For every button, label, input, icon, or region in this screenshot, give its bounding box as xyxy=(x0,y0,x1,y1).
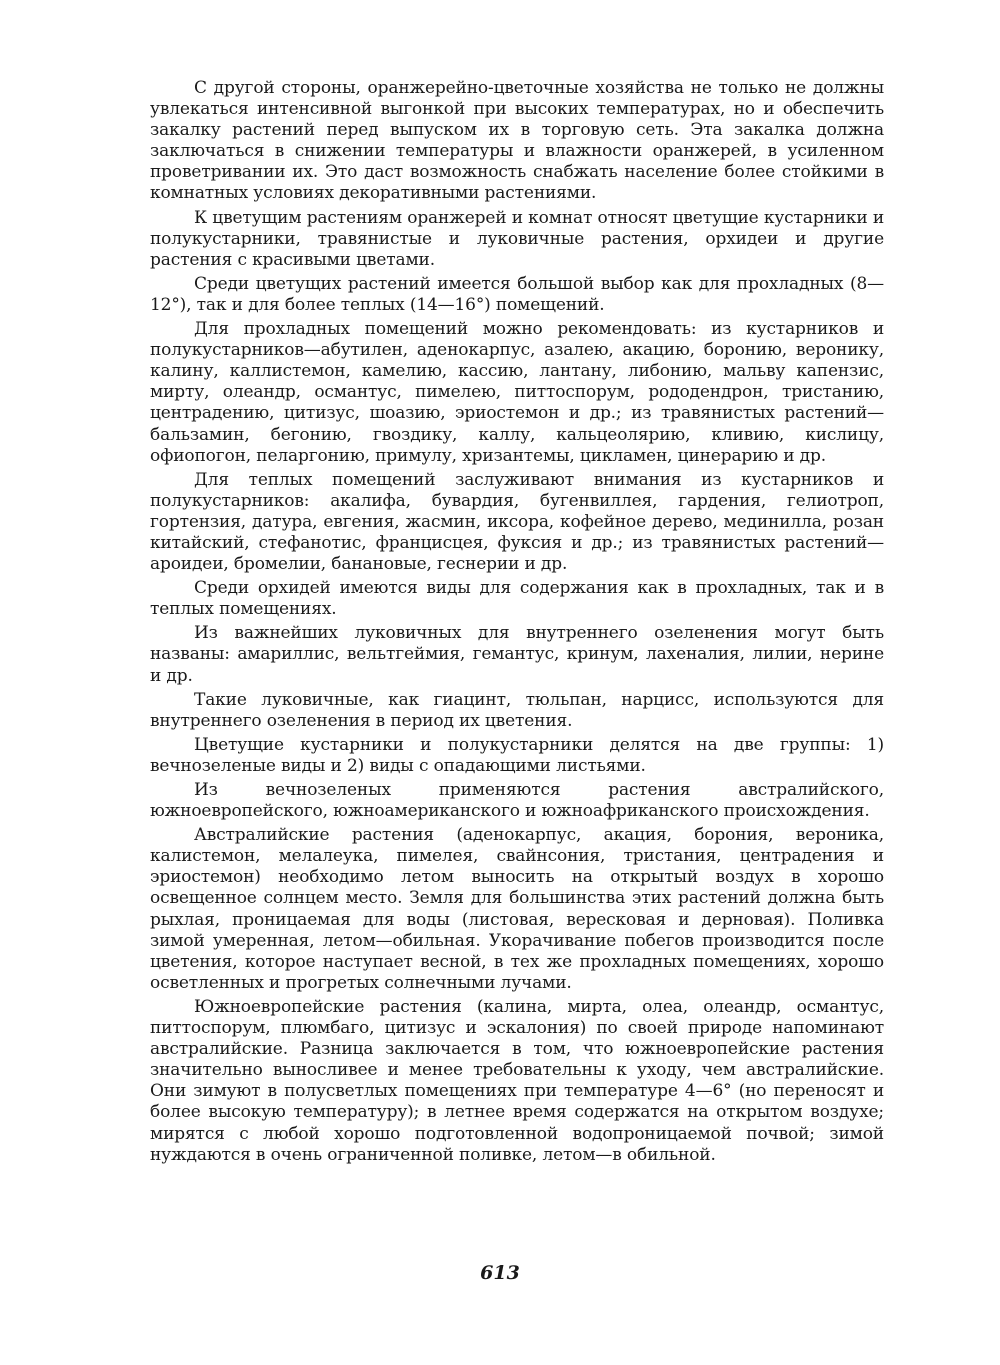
page-body xyxy=(150,78,884,1169)
paragraph-11: Австралийские растения (аденокарпус, акация, борония, вероника, калистемон, мелалеука, пимелея, свайнсония, тристания, центрадения и эриостемон) необходимо летом выносить на открытый воздух в хорошо освещенное солнцем место. Земля для большинства этих растений должна быть рыхлая, проницаемая для воды (листовая, вересковая и дерновая). Поливка зимой умеренная, летом—обильная. Укорачивание побегов производится после цветения, которое наступает весной, в тех же прохладных помещениях, хорошо осветленных и прогретых солнечными лучами. xyxy=(150,825,884,993)
paragraph-2: К цветущим растениям оранжерей и комнат относят цветущие кустарники и полукустарники, травянистые и луковичные растения, орхидеи и другие растения с красивыми цветами. xyxy=(150,207,884,270)
paragraph-4: Для прохладных помещений можно рекомендовать: из кустарников и полукустарников—абутилен, аденокарпус, азалею, акацию, боронию, веронику, калину, каллистемон, камелию, кассию, лантану, либонию, мальву капензис, мирту, олеандр, османтус, пимелею, питтоспорум, рододендрон, тристанию, центрадению, цитизус, шоазию, эриостемон и др.; из травянистых растений—бальзамин, бегонию, гвоздику, каллу, кальцеолярию, кливию, кислицу, офиопогон, пеларгонию, примулу, хризантемы, цикламен, цинерарию и др. xyxy=(150,319,884,466)
paragraph-9: Цветущие кустарники и полукустарники делятся на две группы: 1) вечнозеленые виды и 2) виды с опадающими листьями. xyxy=(150,734,884,776)
paragraph-6: Среди орхидей имеются виды для содержания как в прохладных, так и в теплых помещениях. xyxy=(150,578,884,620)
paragraph-1: С другой стороны, оранжерейно-цветочные хозяйства не только не должны увлекаться интенсивной выгонкой при высоких температурах, но и обеспечить закалку растений перед выпуском их в торговую сеть. Эта закалка должна заключаться в снижении температуры и влажности оранжерей, в усиленном проветривании их. Это даст возможность снабжать население более стойкими в комнатных условиях декоративными растениями. xyxy=(150,78,884,204)
paragraph-8: Такие луковичные, как гиацинт, тюльпан, нарцисс, используются для внутреннего озеленения в период их цветения. xyxy=(150,689,884,731)
paragraph-10: Из вечнозеленых применяются растения австралийского, южноевропейского, южноамериканского и южноафриканского происхождения. xyxy=(150,780,884,822)
paragraph-5: Для теплых помещений заслуживают внимания из кустарников и полукустарников: акалифа, бувардия, бугенвиллея, гардения, гелиотроп, гортензия, датура, евгения, жасмин, иксора, кофейное дерево, мединилла, розан китайский, стефанотис, францисцея, фуксия и др.; из травянистых растений—ароидеи, бромелии, банановые, геснерии и др. xyxy=(150,469,884,575)
paragraph-3: Среди цветущих растений имеется большой выбор как для прохладных (8—12°), так и для более теплых (14—16°) помещений. xyxy=(150,273,884,315)
page-number: 613 xyxy=(480,1262,520,1284)
paragraph-12: Южноевропейские растения (калина, мирта, олеа, олеандр, османтус, питтоспорум, плюмбаго, цитизус и эскалония) по своей природе напоминают австралийские. Разница заключается в том, что южноевропейские растения значительно выносливее и менее требовательны к уходу, чем австралийские. Они зимуют в полусветлых помещениях при температуре 4—6° (но переносят и более высокую температуру); в летнее время содержатся на открытом воздухе; мирятся с любой хорошо подготовленной водопроницаемой почвой; зимой нуждаются в очень ограниченной поливке, летом—в обильной. xyxy=(150,996,884,1165)
paragraph-7: Из важнейших луковичных для внутреннего озеленения могут быть названы: амариллис, вельтгеймия, гемантус, кринум, лахеналия, лилии, нерине и др. xyxy=(150,623,884,686)
